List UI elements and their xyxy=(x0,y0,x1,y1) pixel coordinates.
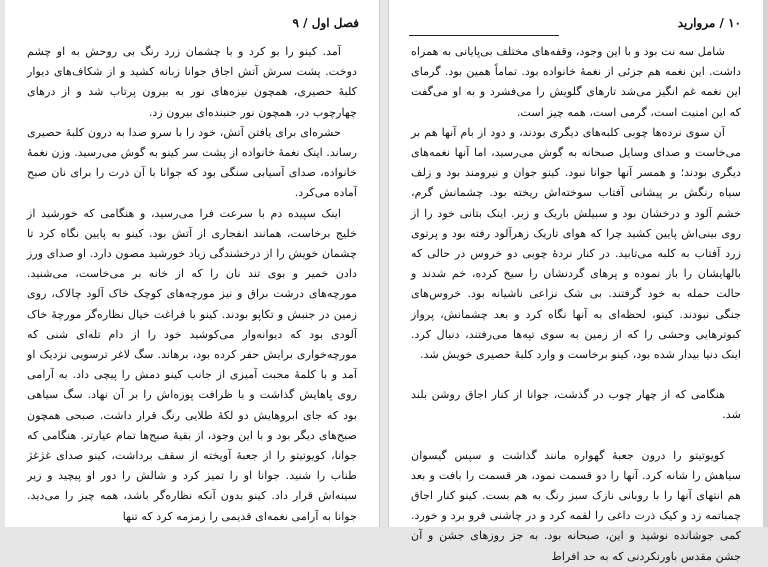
left-paragraph-3: اینک سپیده دم با سرعت فرا می‌رسید، و هنگامی که خورشید از خلیج برخاست، همانند انفجاری از آتش بود. کینو به پایین نگاه کرد تا چشمان خویش را از درخشندگی زیاد خورشید مصون دارد. او صدای ورز دادن خمیر و بوی تند نان را که از خانه بر می‌خاست، می‌شنید. مورچه‌های درشت براق و نیز مورچه‌های کوچک خاک آلود چالاک، روی زمین در جنبش و تکاپو بودند. کینو با فراغت خیال نظاره‌گر مورچهٔ خاک آلودی بود که دیوانه‌وار می‌کوشید خود را از دام تله‌ای شنی که مورچه‌خواری برایش حفر کرده بود، برهاند. سگ لاغر ترسویی نزدیک او آمد و با کلمهٔ محبت آمیزی از جانب کینو دمش را پیچی داد. به آرامی روی پاهایش گذاشت و با ظرافت پوزه‌اش را بر آن نهاد. سگ سیاهی بود که جای ابروهایش دو لکهٔ طلایی رنگ قرار داشت. صبحی همچون صبح‌های دیگر بود و با این وجود، از بقیهٔ صبح‌ها تمام عیارتر. هنگامی که جوانا، کویوتیتو را از جعبهٔ آویخته از سقف برداشت، کینو صدای غژغژ طناب را شنید. جوانا او را تمیز کرد و شالش را دور او پیچید و زیر سینه‌اش قرار داد. کینو بدون آنکه نظاره‌گر باشد، همه چیز را می‌دید. جوانا به آرامی نغمه‌ای قدیمی را زمزمه کرد که تنها xyxy=(27,206,357,523)
right-paragraph-3: هنگامی که از چهار چوب در گذشت، جوانا از کنار اجاق روشن بلند شد. xyxy=(411,388,741,422)
left-page-body xyxy=(27,42,357,527)
left-page-header-text: فصل اول / ۹ xyxy=(292,16,359,30)
left-page-header xyxy=(25,16,359,36)
right-paragraph-2: آن سوی نرده‌ها چوبی کلبه‌های دیگری بودند، و دود از بام آنها هم بر می‌خاست و صدای وسایل صبحانه به گوش می‌رسید، اما آنها نغمه‌های دیگری بودند؛ و همسر آنها جوانا نبود. کینو جوان و نیرومند بود و زلف سیاه رنگش بر پیشانی آفتاب سوخته‌اش ریخته بود. چشمانش گرم، خشم آلود و درخشان بود و سبیلش باریک و زبر. اینک بتانی خود را از روی بینی‌اش پایین کشید چرا که هوای تاریک زهرآلود رفته بود و پرتوی زرد آفتاب به کلبه می‌تابید. در کنار نردهٔ چوبی دو خروس در حالی که بالهایشان را باز نموده و پرهای گردنشان را سیخ کرده، خم شدند و حالت حمله به خود گرفتند. بی شک نزاعی ناشیانه بود. خروس‌های جنگی نبودند. کینو، لحظه‌ای به آنها نگاه کرد و بعد چشمانش، پرواز کبوترهایی وحشی را که از زمین به سوی تپه‌ها می‌رفتند، دنبال کرد. اینک دنیا بیدار شده بود، کینو برخاست و وارد کلبهٔ حصیری خویش شد. xyxy=(411,125,741,362)
right-page-header xyxy=(409,16,743,36)
viewer-scrollbar[interactable] xyxy=(763,0,768,527)
right-book-page xyxy=(388,0,763,563)
left-paragraph-1: آمد. کینو را بو کرد و با چشمان زرد رنگ بی روحش به او چشم دوخت. پشت سرش آتش اجاق جوانا زبانه کشید و از شکاف‌های دیوار کلبهٔ حصیری، همچون نیزه‌های نور به بیرون پرتاب شد و از درهای چهارچوب در، همچون نور جنبنده‌ای بیرون زد. xyxy=(27,45,357,119)
right-paragraph-4: کویوتیتو را درون جعبهٔ گهواره مانند گذاشت و سپس گیسوان سیاهش را شانه کرد. آنها را دو قسمت نمود، هر قسمت را بافت و بعد هم انتهای آنها را با روبانی نازک سبز رنگ به هم بست. کینو کنار اجاق چمباتمه زد و کیک ذرت داغی را لقمه کرد و در چاشنی فرو برد و خورد. کمی جوشانده نوشید و این، صبحانه بود. به جز روزهای جشن و آن جشن مقدس باورنکردنی که به حد افراط xyxy=(411,448,741,563)
left-book-page xyxy=(5,0,380,527)
right-page-body xyxy=(411,42,741,567)
right-header-rule xyxy=(409,35,559,36)
right-paragraph-1: شامل سه نت بود و با این وجود، وقفه‌های مختلف بی‌پایانی به همراه داشت. این نغمه هم جزئی از نغمهٔ خانواده بود. تماماً همین بود. گرمای این نغمه غم انگیز می‌شد تارهای گلویش را می‌فشرد و به او می‌گفت که این امنیت است، گرمی است، همه چیز است. xyxy=(411,45,741,119)
right-page-header-text: ۱۰ / مروارید xyxy=(677,16,741,30)
left-paragraph-2: حشره‌ای برای یافتن آتش، خود را با سرو صدا به درون کلبهٔ حصیری رساند. اینک نغمهٔ خانواده از پشت سر کینو به گوش می‌رسید. وزن نغمهٔ خانواده، صدای آسیابی سنگی بود که جوانا با آن ذرت را برای نان صبح آماده می‌کرد. xyxy=(27,125,357,200)
